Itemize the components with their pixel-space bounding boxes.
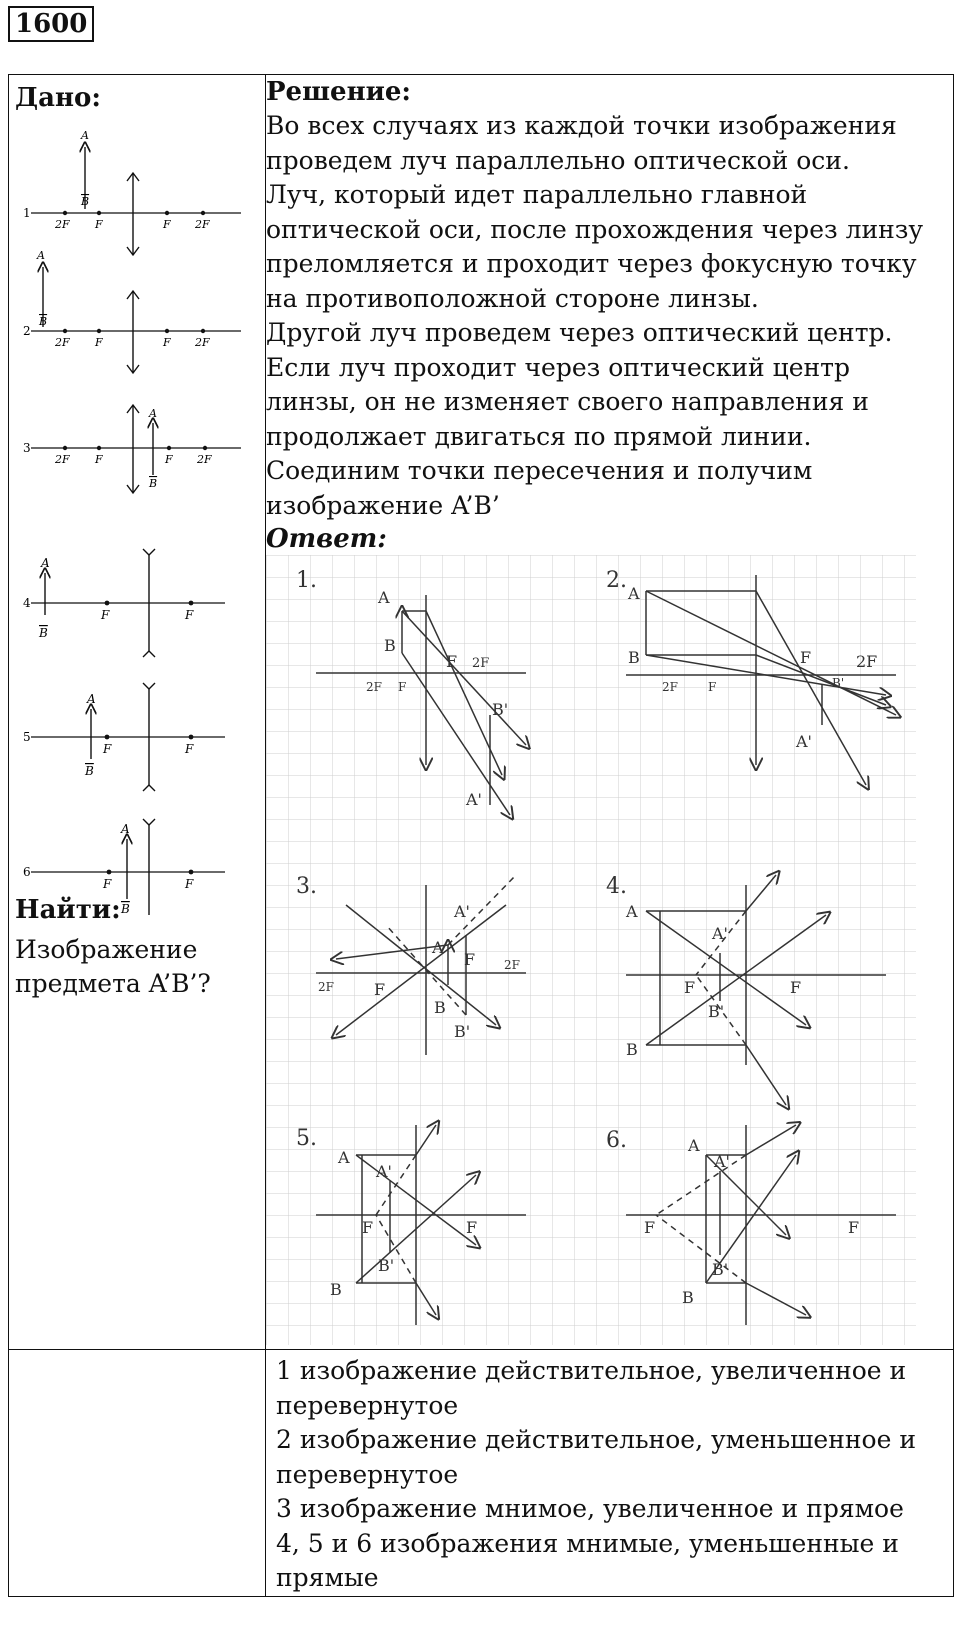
sketch-label: 3. (296, 874, 317, 899)
sketch-label: A (626, 902, 638, 921)
answer-line: 2 изображение действительное, уменьшенное и (276, 1425, 917, 1454)
object-top-label: A (81, 129, 89, 142)
sketch-label: A' (714, 1152, 730, 1171)
object-bottom-label: B (121, 902, 130, 915)
sketch-label: 6. (606, 1128, 627, 1153)
sketch-label: F (644, 1218, 656, 1237)
sketch-label: A' (376, 1162, 392, 1181)
solution-line: линзы, он не изменяет своего направления и (266, 387, 869, 416)
solution-line: на противоположной стороне линзы. (266, 283, 759, 313)
solution-line: Луч, который идет параллельно главной (266, 180, 808, 209)
focus-label: F (185, 742, 194, 756)
sketch-label: 2F (504, 958, 520, 972)
sketch-label: B (628, 648, 640, 667)
sketch-label: F (446, 652, 458, 671)
sketch-label: B (330, 1280, 342, 1299)
sketch-label: A' (796, 732, 812, 751)
solution-line: Другой луч проведем через оптический центр. (266, 318, 893, 347)
solution-column (266, 75, 954, 1350)
solution-line: Во всех случаях из каждой точки изображения (266, 111, 897, 140)
object-bottom-label: B (39, 626, 48, 640)
object-bottom-label: B (81, 195, 90, 208)
sketch-label: B (434, 998, 446, 1017)
given-diagram-5 (23, 683, 225, 791)
focus-label: 2F (195, 218, 210, 231)
diagram-number: 4 (23, 596, 31, 610)
sketch-label: A (378, 588, 390, 607)
focus-label: 2F (55, 453, 70, 466)
sketch-label: F (374, 980, 386, 999)
solution-line: Соединим точки пересечения и получим (266, 456, 813, 485)
focus-label: F (185, 877, 194, 891)
sketch-label: A (338, 1148, 350, 1167)
sketch-label: B' (712, 1260, 729, 1279)
answer-line: прямые (276, 1563, 379, 1592)
solution-title: Решение: (266, 77, 412, 107)
find-text: Изображение предмета A’B’? (15, 935, 211, 998)
sketch-label: 2. (606, 568, 627, 593)
object-top-label: A (37, 249, 45, 262)
sketch-label: 2F (366, 680, 382, 694)
focus-label: F (163, 218, 171, 231)
given-diagrams (9, 115, 263, 915)
sketch-label: A (432, 938, 444, 957)
focus-label: F (103, 742, 112, 756)
answer-line: 1 изображение действительное, увеличенное и (276, 1356, 907, 1385)
object-bottom-label: B (39, 315, 48, 328)
diagram-number: 3 (23, 441, 31, 455)
sketch-label: B' (454, 1022, 471, 1041)
sketch-label: F (790, 978, 802, 997)
solution-line: Если луч проходит через оптический центр (266, 352, 851, 382)
solution-line: продолжает двигаться по прямой линии. (266, 421, 812, 451)
focus-label: F (95, 336, 103, 349)
sketch-label: F (398, 680, 407, 694)
given-diagram-2 (23, 249, 241, 373)
sketch-label: B' (832, 676, 845, 690)
sketch-label: B' (492, 700, 509, 719)
object-top-label: A (149, 407, 157, 420)
diagram-number: 2 (23, 324, 31, 338)
sketch-label: 2F (472, 656, 490, 671)
object-top-label: A (41, 556, 50, 570)
sketch-label: A (688, 1136, 700, 1155)
sketch-label: A' (454, 902, 470, 921)
diagram-number: 5 (23, 730, 31, 744)
sketch-label: F (362, 1218, 374, 1237)
sketch-label: B (384, 636, 396, 655)
sketch-label: 4. (606, 874, 627, 899)
sketch-label: B (626, 1040, 638, 1059)
given-diagram-3 (23, 405, 241, 493)
sketch-label: F (848, 1218, 860, 1237)
sketch-label: 2F (662, 680, 678, 694)
empty-cell (9, 1350, 266, 1597)
focus-label: 2F (55, 336, 70, 349)
focus-label: 2F (55, 218, 70, 231)
object-top-label: A (87, 692, 96, 706)
solution-table (8, 74, 954, 1597)
sketch-label: B' (708, 1002, 725, 1021)
solution-line: оптической оси, после прохождения через линзу (266, 214, 924, 244)
focus-label: F (165, 453, 173, 466)
sketch-label: 2F (318, 980, 334, 994)
sketch-label: B' (378, 1256, 395, 1275)
problem-number: 1600 (8, 6, 94, 42)
sketch-label: F (708, 680, 717, 694)
object-top-label: A (121, 822, 130, 836)
sketch-label: A' (712, 924, 728, 943)
diagram-number: 1 (23, 206, 31, 220)
answer-line: перевернутое (276, 1390, 459, 1420)
solution-line: изображение A’B’ (266, 490, 500, 520)
sketch-label: 1. (296, 568, 317, 593)
sketch-label: A' (466, 790, 482, 809)
sketch-label: F (684, 978, 696, 997)
answer-line: перевернутое (276, 1459, 459, 1489)
given-title: Дано: (15, 83, 101, 113)
answer-text (266, 1350, 953, 1596)
sketch-label: F (464, 950, 476, 969)
sketch-label: 5. (296, 1126, 317, 1151)
solution-text (266, 109, 953, 523)
answer-title: Ответ: (266, 524, 387, 554)
sketch-label: F (800, 648, 812, 667)
focus-label: F (101, 608, 110, 622)
answer-line: 4, 5 и 6 изображения мнимые, уменьшенные и (276, 1528, 899, 1558)
object-bottom-label: B (85, 764, 94, 778)
focus-label: F (163, 336, 171, 349)
find-title: Найти: (15, 895, 121, 925)
answer-column (266, 1350, 954, 1597)
sketch-label: 2F (856, 652, 878, 671)
sketch-label: B (682, 1288, 694, 1307)
focus-label: 2F (195, 336, 210, 349)
answer-line: 3 изображение мнимое, увеличенное и прямое (276, 1494, 904, 1523)
solution-line: проведем луч параллельно оптической оси. (266, 145, 850, 175)
solution-line: преломляется и проходит через фокусную точку (266, 249, 917, 278)
focus-label: F (103, 877, 112, 891)
given-diagram-4 (23, 549, 225, 657)
given-diagram-1 (23, 129, 241, 255)
given-column (9, 75, 266, 1350)
focus-label: 2F (197, 453, 212, 466)
object-bottom-label: B (149, 477, 158, 490)
sketch-label: A (628, 584, 640, 603)
diagram-number: 6 (23, 865, 31, 879)
focus-label: F (95, 218, 103, 231)
focus-label: F (95, 453, 103, 466)
focus-label: F (185, 608, 194, 622)
answer-sketches (266, 555, 926, 1345)
sketch-label: F (466, 1218, 478, 1237)
